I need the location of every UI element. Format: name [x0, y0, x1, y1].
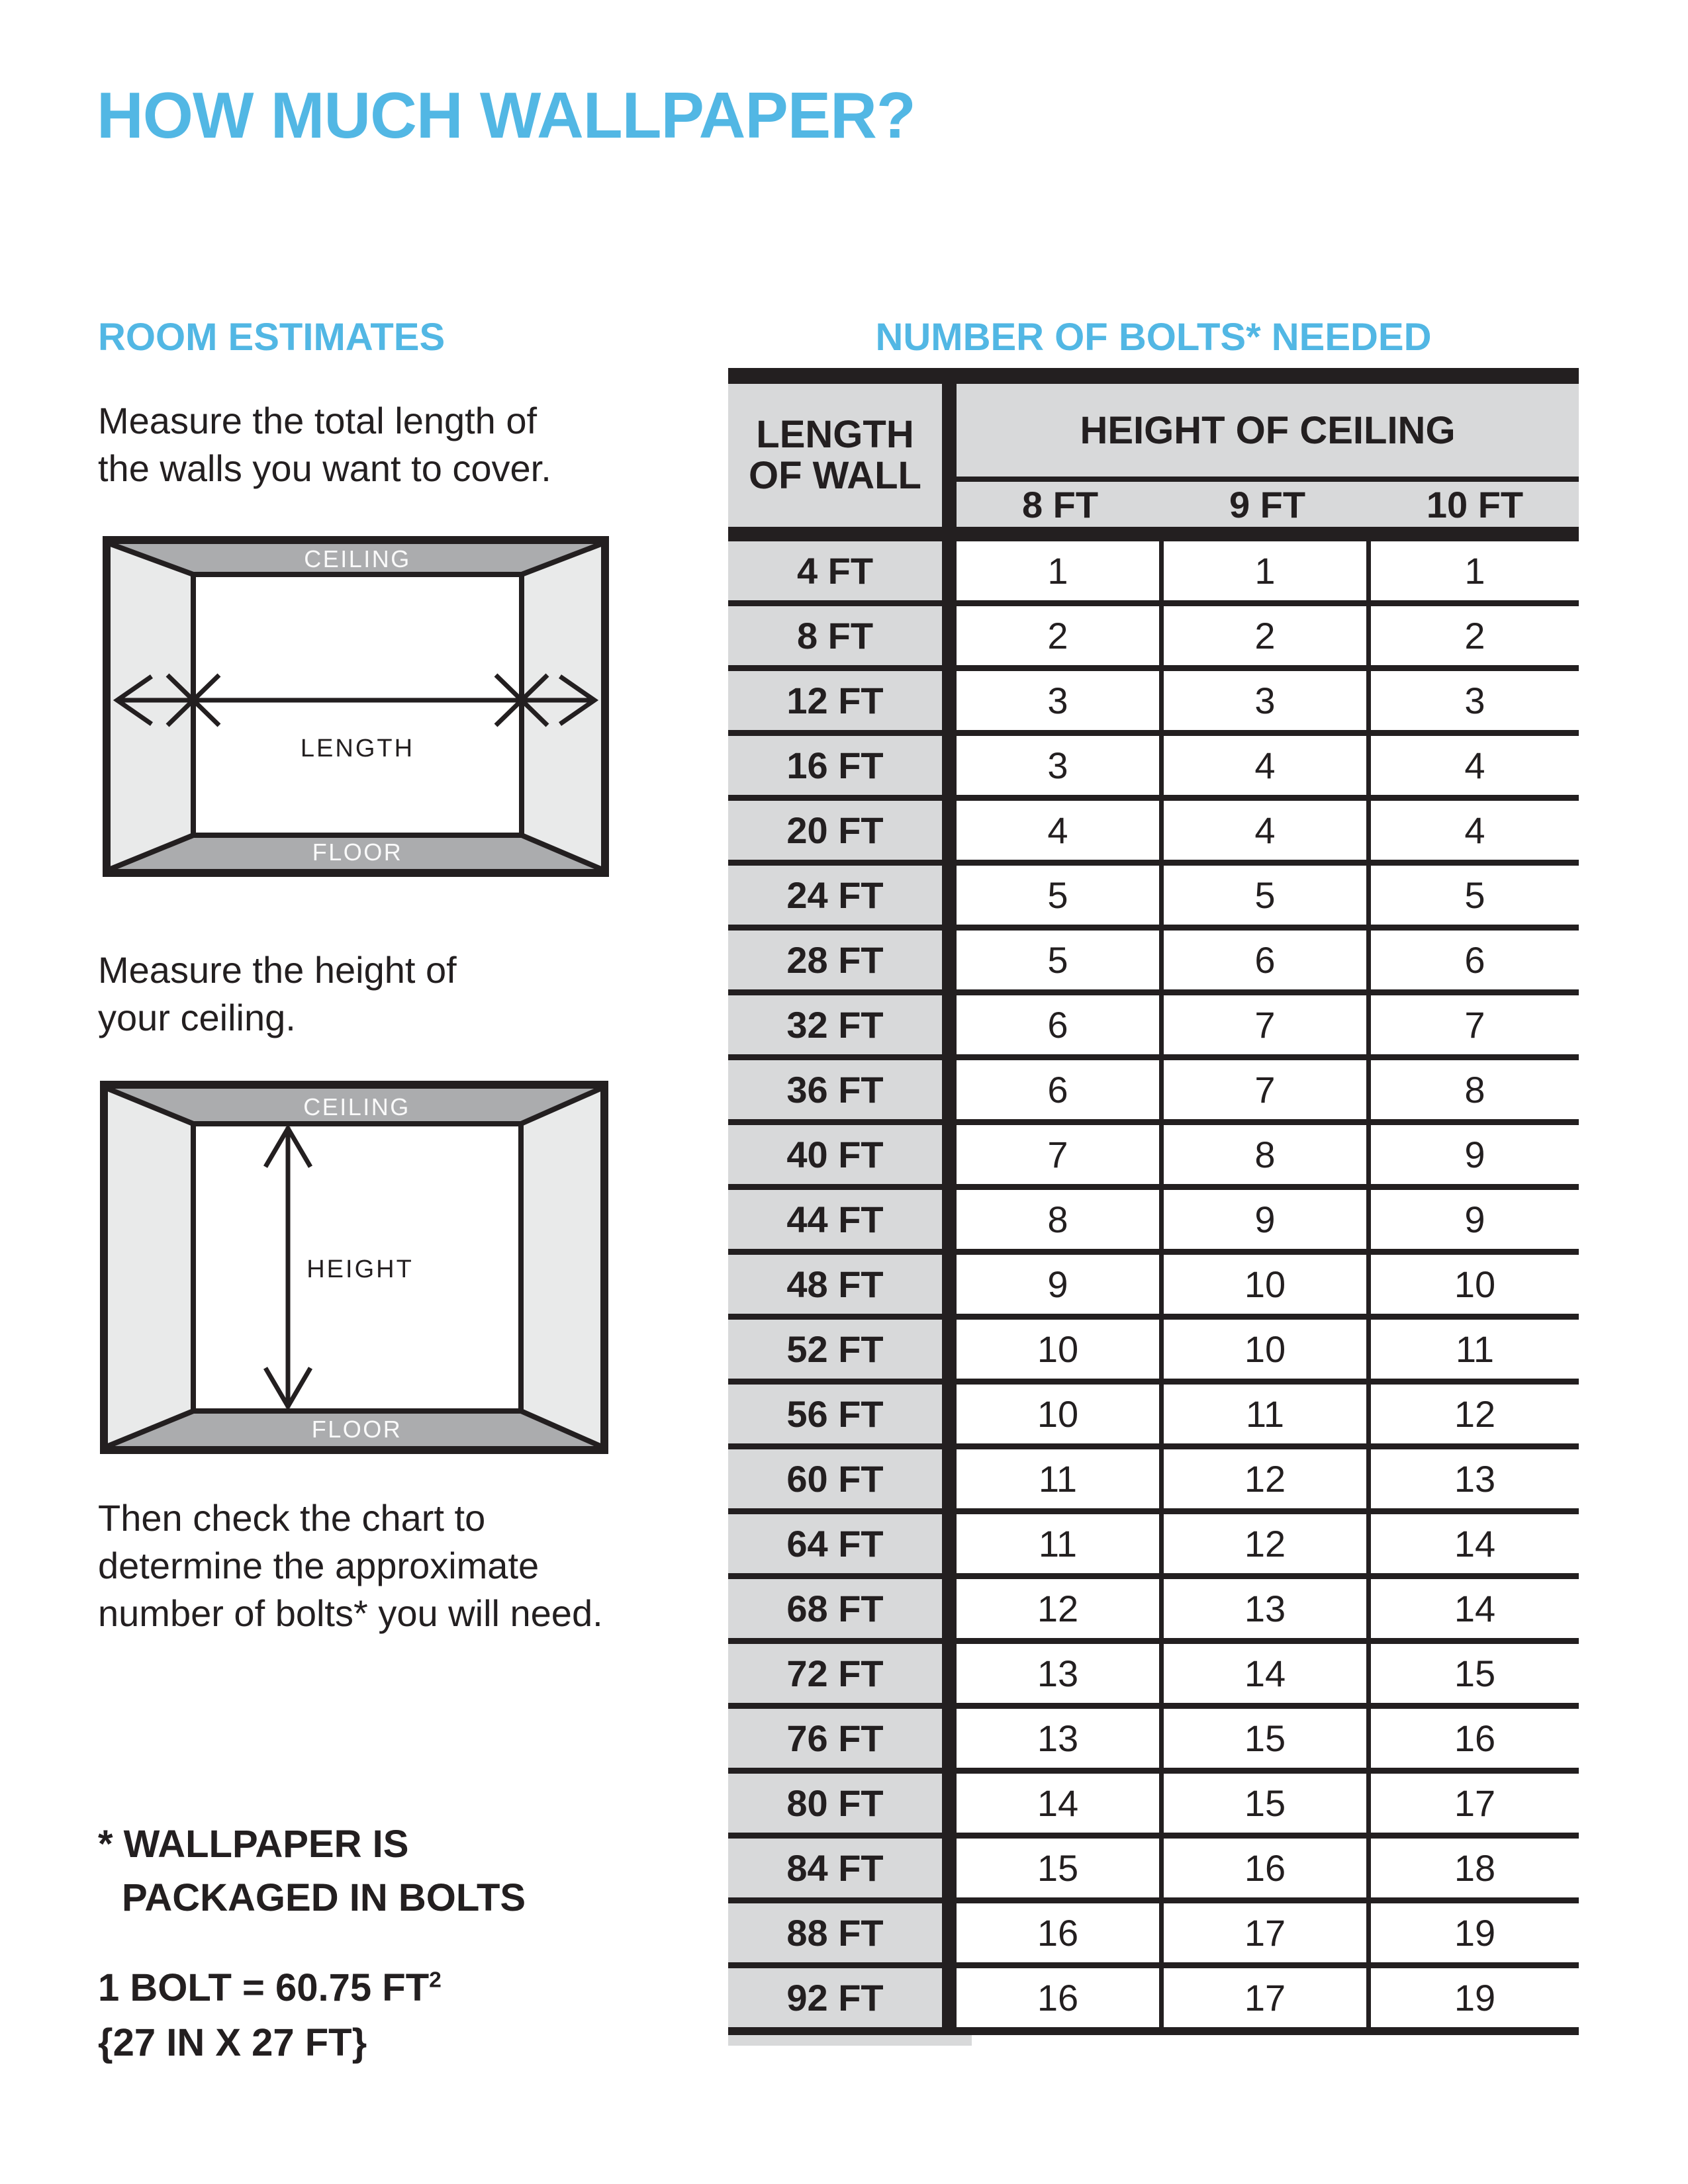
bolt-count-cell: 5	[957, 931, 1164, 989]
row-label-wall-length: 56 FT	[728, 1385, 957, 1443]
bolt-count-cell: 3	[957, 671, 1164, 730]
bolt-count-cell: 7	[957, 1125, 1164, 1184]
bolt-count-cell: 12	[1164, 1449, 1371, 1508]
section-heading-room-estimates: ROOM ESTIMATES	[98, 316, 445, 359]
instruction-line: Measure the height of	[98, 949, 457, 991]
bolt-count-cell: 8	[1164, 1125, 1371, 1184]
bolt-count-cell: 10	[957, 1320, 1164, 1379]
row-label-wall-length: 32 FT	[728, 995, 957, 1054]
bolt-count-cell: 2	[1164, 606, 1371, 665]
row-label-wall-length: 88 FT	[728, 1903, 957, 1962]
table-row	[728, 1839, 1579, 1903]
bolt-count-cell: 11	[957, 1514, 1164, 1573]
page-title: HOW MUCH WALLPAPER?	[97, 79, 915, 152]
bolt-count-cell: 13	[957, 1644, 1164, 1703]
bolt-count-cell: 4	[1371, 801, 1579, 860]
span-header-height-of-ceiling: HEIGHT OF CEILING	[1080, 408, 1456, 452]
table-row	[728, 995, 1579, 1060]
bolt-count-cell: 16	[1371, 1709, 1579, 1768]
row-label-wall-length: 16 FT	[728, 736, 957, 795]
table-header	[728, 384, 1579, 541]
bolt-count-cell: 5	[1371, 866, 1579, 925]
left-wall-face	[108, 1089, 193, 1446]
bolt-count-cell: 19	[1371, 1903, 1579, 1962]
bolt-count-cell: 4	[1371, 736, 1579, 795]
table-row	[728, 736, 1579, 801]
bolt-count-cell: 1	[957, 541, 1164, 600]
ceiling-label: CEILING	[304, 545, 411, 572]
bolt-count-cell: 13	[1164, 1579, 1371, 1638]
room-length-diagram	[103, 536, 609, 877]
table-row	[728, 1579, 1579, 1644]
row-label-wall-length: 4 FT	[728, 541, 957, 600]
bolt-count-cell: 17	[1164, 1968, 1371, 2027]
bolt-count-cell: 16	[957, 1968, 1164, 2027]
table-row	[728, 1060, 1579, 1125]
bolt-count-cell: 1	[1164, 541, 1371, 600]
bolt-count-cell: 8	[957, 1190, 1164, 1249]
bolt-count-cell: 11	[1164, 1385, 1371, 1443]
table-row	[728, 606, 1579, 671]
row-label-wall-length: 48 FT	[728, 1255, 957, 1314]
bolt-count-cell: 12	[1164, 1514, 1371, 1573]
row-label-wall-length: 84 FT	[728, 1839, 957, 1897]
bolt-dimensions-line: {27 IN X 27 FT}	[98, 2021, 367, 2064]
row-label-wall-length: 76 FT	[728, 1709, 957, 1768]
bolt-count-cell: 9	[1371, 1125, 1579, 1184]
ceiling-height-subheaders	[957, 482, 1579, 527]
row-label-wall-length: 60 FT	[728, 1449, 957, 1508]
floor-label: FLOOR	[311, 1416, 402, 1443]
bolt-count-cell: 19	[1371, 1968, 1579, 2027]
header-divider	[957, 477, 1579, 482]
column-header-length-of-wall	[728, 384, 957, 527]
note-line: * WALLPAPER IS	[98, 1823, 409, 1866]
bolt-count-cell: 9	[1371, 1190, 1579, 1249]
section-heading-bolts-needed: NUMBER OF BOLTS* NEEDED	[875, 316, 1432, 359]
bolt-count-cell: 16	[957, 1903, 1164, 1962]
bolt-count-cell: 7	[1164, 1060, 1371, 1119]
table-row	[728, 1514, 1579, 1579]
bolt-count-cell: 10	[957, 1385, 1164, 1443]
row-label-wall-length: 8 FT	[728, 606, 957, 665]
column-header-10ft: 10 FT	[1426, 483, 1524, 525]
row-label-wall-length: 44 FT	[728, 1190, 957, 1249]
bolt-count-cell: 8	[1371, 1060, 1579, 1119]
bolt-count-cell: 15	[1164, 1709, 1371, 1768]
instruction-line: determine the approximate	[98, 1545, 539, 1586]
table-row	[728, 1190, 1579, 1255]
bolt-count-cell: 11	[1371, 1320, 1579, 1379]
bolt-count-cell: 6	[957, 1060, 1164, 1119]
back-wall-face	[193, 574, 522, 835]
table-row	[728, 1903, 1579, 1968]
table-row	[728, 1125, 1579, 1190]
row-label-wall-length: 68 FT	[728, 1579, 957, 1638]
row-label-wall-length: 36 FT	[728, 1060, 957, 1119]
note-line: PACKAGED IN BOLTS	[122, 1876, 526, 1919]
row-label-wall-length: 12 FT	[728, 671, 957, 730]
header-line: LENGTH	[756, 413, 914, 456]
height-label: HEIGHT	[306, 1255, 414, 1283]
table-row	[728, 671, 1579, 736]
table-row	[728, 1774, 1579, 1839]
column-header-8ft: 8 FT	[1021, 483, 1099, 525]
instruction-measure-height	[98, 946, 457, 1042]
bolt-count-cell: 5	[957, 866, 1164, 925]
instruction-line: your ceiling.	[98, 997, 296, 1038]
bolt-count-cell: 12	[1371, 1385, 1579, 1443]
table-row	[728, 1449, 1579, 1514]
bolt-count-cell: 14	[1371, 1514, 1579, 1573]
instruction-line: Then check the chart to	[98, 1497, 486, 1539]
table-row	[728, 931, 1579, 995]
bolt-count-cell: 16	[1164, 1839, 1371, 1897]
bolt-count-cell: 4	[1164, 801, 1371, 860]
bolt-count-cell: 14	[1164, 1644, 1371, 1703]
bolt-count-cell: 9	[1164, 1190, 1371, 1249]
bolt-size-note	[98, 1960, 442, 2070]
bolt-count-cell: 18	[1371, 1839, 1579, 1897]
table-row	[728, 1255, 1579, 1320]
table-row	[728, 1968, 1579, 2035]
superscript-2: 2	[429, 1968, 442, 1993]
bolt-count-cell: 10	[1371, 1255, 1579, 1314]
table-row	[728, 1320, 1579, 1385]
bolt-count-cell: 15	[1164, 1774, 1371, 1833]
bolt-count-cell: 7	[1371, 995, 1579, 1054]
row-label-wall-length: 40 FT	[728, 1125, 957, 1184]
row-label-wall-length: 92 FT	[728, 1968, 957, 2027]
bolt-count-cell: 14	[1371, 1579, 1579, 1638]
row-label-wall-length: 52 FT	[728, 1320, 957, 1379]
bolt-count-cell: 2	[957, 606, 1164, 665]
bolt-count-cell: 3	[1371, 671, 1579, 730]
bolt-count-cell: 4	[957, 801, 1164, 860]
instruction-check-chart	[98, 1494, 603, 1637]
row-label-wall-length: 80 FT	[728, 1774, 957, 1833]
bolt-count-cell: 7	[1164, 995, 1371, 1054]
bolt-count-cell: 1	[1371, 541, 1579, 600]
bolt-count-cell: 6	[957, 995, 1164, 1054]
table-row	[728, 541, 1579, 606]
right-wall-face	[521, 1089, 600, 1446]
bolt-count-cell: 5	[1164, 866, 1371, 925]
instruction-line: the walls you want to cover.	[98, 447, 551, 489]
bolt-count-cell: 3	[1164, 671, 1371, 730]
row-label-wall-length: 72 FT	[728, 1644, 957, 1703]
table-shadow	[728, 2035, 972, 2046]
row-label-wall-length: 64 FT	[728, 1514, 957, 1573]
bolt-count-cell: 9	[957, 1255, 1164, 1314]
bolt-size-line: 1 BOLT = 60.75 $FT^2$	[98, 1966, 442, 2009]
instruction-line: number of bolts* you will need.	[98, 1592, 603, 1634]
bolt-count-cell: 13	[1371, 1449, 1579, 1508]
table-top-border	[728, 368, 1579, 384]
row-label-wall-length: 20 FT	[728, 801, 957, 860]
bolt-count-cell: 6	[1371, 931, 1579, 989]
bolt-count-cell: 17	[1164, 1903, 1371, 1962]
table-row	[728, 1385, 1579, 1449]
bolt-count-cell: 14	[957, 1774, 1164, 1833]
bolts-table	[728, 368, 1579, 2046]
row-label-wall-length: 28 FT	[728, 931, 957, 989]
bolt-count-cell: 13	[957, 1709, 1164, 1768]
bolt-count-cell: 15	[1371, 1644, 1579, 1703]
wallpaper-bolts-note	[98, 1817, 526, 1925]
table-row	[728, 866, 1579, 931]
bolt-count-cell: 15	[957, 1839, 1164, 1897]
bolt-count-cell: 10	[1164, 1320, 1371, 1379]
room-height-diagram	[100, 1081, 608, 1454]
bolt-count-cell: 4	[1164, 736, 1371, 795]
table-row	[728, 1644, 1579, 1709]
floor-label: FLOOR	[312, 839, 403, 866]
row-label-wall-length: 24 FT	[728, 866, 957, 925]
bolt-count-cell: 2	[1371, 606, 1579, 665]
instruction-measure-length	[98, 397, 551, 492]
bolt-count-cell: 11	[957, 1449, 1164, 1508]
bolt-count-cell: 3	[957, 736, 1164, 795]
ceiling-label: CEILING	[303, 1093, 410, 1120]
bolts-table-body	[728, 541, 1579, 2035]
header-line: OF WALL	[749, 454, 921, 497]
length-label: LENGTH	[300, 735, 415, 762]
table-row	[728, 1709, 1579, 1774]
bolt-count-cell: 17	[1371, 1774, 1579, 1833]
bolt-count-cell: 6	[1164, 931, 1371, 989]
bolt-count-cell: 10	[1164, 1255, 1371, 1314]
instruction-line: Measure the total length of	[98, 400, 538, 441]
column-header-9ft: 9 FT	[1229, 483, 1306, 525]
bolt-count-cell: 12	[957, 1579, 1164, 1638]
table-row	[728, 801, 1579, 866]
